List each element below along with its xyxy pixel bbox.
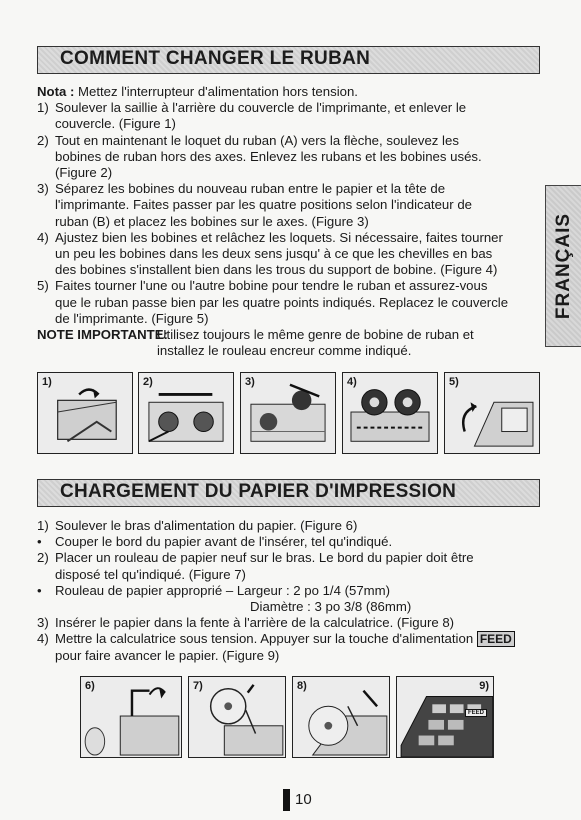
list-item-line (37, 165, 537, 181)
paper-instructions (37, 518, 542, 664)
list-item-line (37, 550, 542, 566)
item-text: des bobines s'installent bien dans les trous du support de bobine. (Figure 4) (55, 262, 498, 278)
list-item-line (37, 116, 537, 132)
list-item-line (37, 262, 537, 278)
item-text: Insérer le papier dans la fente à l'arrière de la calculatrice. (Figure 8) (55, 615, 455, 631)
figure-2-illustration (139, 373, 233, 453)
list-item-line (37, 230, 537, 246)
important-text: installez le rouleau encreur comme indiqué. (157, 343, 412, 359)
item-number: 3) (37, 181, 49, 197)
figure-4-illustration (343, 373, 437, 453)
item-number: 1) (37, 100, 49, 116)
list-item-line (37, 311, 537, 327)
item-text: Tout en maintenant le loquet du ruban (A) vers la flèche, soulevez les (55, 132, 459, 148)
item-text: Soulever la saillie à l'arrière du couvercle de l'imprimante, et enlever le (55, 100, 467, 116)
list-item-line (37, 133, 537, 149)
figure-9 (396, 676, 494, 758)
item-number: 5) (37, 278, 49, 294)
diameter-line: Diamètre : 3 po 3/8 (86mm) (250, 599, 412, 615)
figure-label: 1) (42, 376, 52, 388)
item-number: 4) (37, 229, 49, 245)
item-number: • (37, 534, 42, 550)
item-text: Séparez les bobines du nouveau ruban entre le papier et la tête de (55, 181, 446, 197)
list-item-line (37, 295, 537, 311)
figure-8-illustration (293, 677, 389, 757)
language-tab (545, 185, 581, 347)
section-title-ribbon (37, 46, 540, 74)
list-item-line (37, 615, 542, 631)
list-item-line (37, 100, 537, 116)
important-note (37, 327, 537, 359)
section-title-ribbon-text: COMMENT CHANGER LE RUBAN (60, 48, 371, 69)
list-item-line (37, 518, 542, 534)
page-number-text: 10 (295, 791, 312, 808)
list-item-line (37, 278, 537, 294)
nota-line (37, 84, 537, 100)
item-text: ruban (B) et placez les bobines sur le axes. (Figure 3) (55, 213, 369, 229)
nota-label: Nota : (37, 84, 75, 99)
figure-5 (444, 372, 540, 454)
figure-label: 8) (297, 680, 307, 692)
figure-label: 9) (479, 680, 489, 692)
item-text: disposé tel qu'indiqué. (Figure 7) (55, 566, 246, 582)
item-number: • (37, 582, 42, 598)
figure-6-illustration (81, 677, 181, 757)
item-number: 3) (37, 615, 49, 631)
item-text: bobines de ruban hors des axes. Enlevez les rubans et les bobines usés. (55, 148, 482, 164)
figure-7-illustration (189, 677, 285, 757)
item-text: Faites tourner l'une ou l'autre bobine pour tendre le ruban et assurez-vous (55, 278, 488, 294)
figure-label: 6) (85, 680, 95, 692)
figure-label: 5) (449, 376, 459, 388)
ribbon-instructions (37, 84, 537, 359)
item-text: de l'imprimante. (Figure 5) (55, 310, 209, 326)
figure-1-illustration (38, 373, 132, 453)
item-text: un peu les bobines dans les deux sens jusqu' à ce que les chevilles en bas (55, 246, 493, 262)
figure-label: 7) (193, 680, 203, 692)
item-text: Placer un rouleau de papier neuf sur le bras. Le bord du papier doit être (55, 550, 474, 566)
nota-text: Mettez l'interrupteur d'alimentation hors tension. (74, 84, 358, 99)
figure-label: 2) (143, 376, 153, 388)
figure-8 (292, 676, 390, 758)
list-item-line (37, 181, 537, 197)
step-4-text: Mettre la calculatrice sous tension. Appuyer sur la touche d'alimentation (55, 631, 474, 647)
item-text: (Figure 2) (55, 165, 113, 181)
figure-label: 4) (347, 376, 357, 388)
step-number: 4) (37, 631, 49, 647)
item-text: Couper le bord du papier avant de l'insérer, tel qu'indiqué. (55, 534, 393, 550)
important-label: NOTE IMPORTANTE: (37, 327, 168, 343)
figure-7 (188, 676, 286, 758)
item-number: 2) (37, 550, 49, 566)
item-text: Rouleau de papier approprié – Largeur : 2 po 1/4 (57mm) (55, 582, 391, 598)
figure-2 (138, 372, 234, 454)
list-item-line (37, 567, 542, 583)
item-text: Soulever le bras d'alimentation du papier. (Figure 6) (55, 518, 358, 533)
figure-1 (37, 372, 133, 454)
list-item-line (37, 149, 537, 165)
list-item-line (37, 214, 537, 230)
item-text: couvercle. (Figure 1) (55, 116, 176, 132)
item-number: 2) (37, 132, 49, 148)
important-text: Utilisez toujours le même genre de bobine de ruban et (157, 327, 474, 343)
item-text: Ajustez bien les bobines et relâchez les loquets. Si nécessaire, faites tourner (55, 229, 503, 245)
figure-3 (240, 372, 336, 454)
figure-3-illustration (241, 373, 335, 453)
step-4-continued: pour faire avancer le papier. (Figure 9) (55, 647, 280, 663)
figure-label: 3) (245, 376, 255, 388)
fig9-feed-label: FEED (465, 709, 487, 717)
list-item-line (37, 583, 542, 599)
list-item-line (37, 534, 542, 550)
section-title-paper-text: CHARGEMENT DU PAPIER D'IMPRESSION (60, 481, 457, 502)
step-4 (37, 631, 542, 647)
list-item-line (37, 246, 537, 262)
figure-6 (80, 676, 182, 758)
feed-key: FEED (477, 631, 515, 647)
item-text: l'imprimante. Faites passer par les quatre positions selon l'indicateur de (55, 197, 472, 213)
figure-5-illustration (445, 373, 539, 453)
section-title-paper (37, 479, 540, 507)
page-number (283, 791, 312, 808)
language-tab-label: FRANÇAIS (552, 212, 574, 320)
item-number: 1) (37, 518, 49, 533)
figure-4 (342, 372, 438, 454)
list-item-line (37, 197, 537, 213)
item-text: que le ruban passe bien par les quatre points indiqués. Replacez le couvercle (55, 294, 509, 310)
